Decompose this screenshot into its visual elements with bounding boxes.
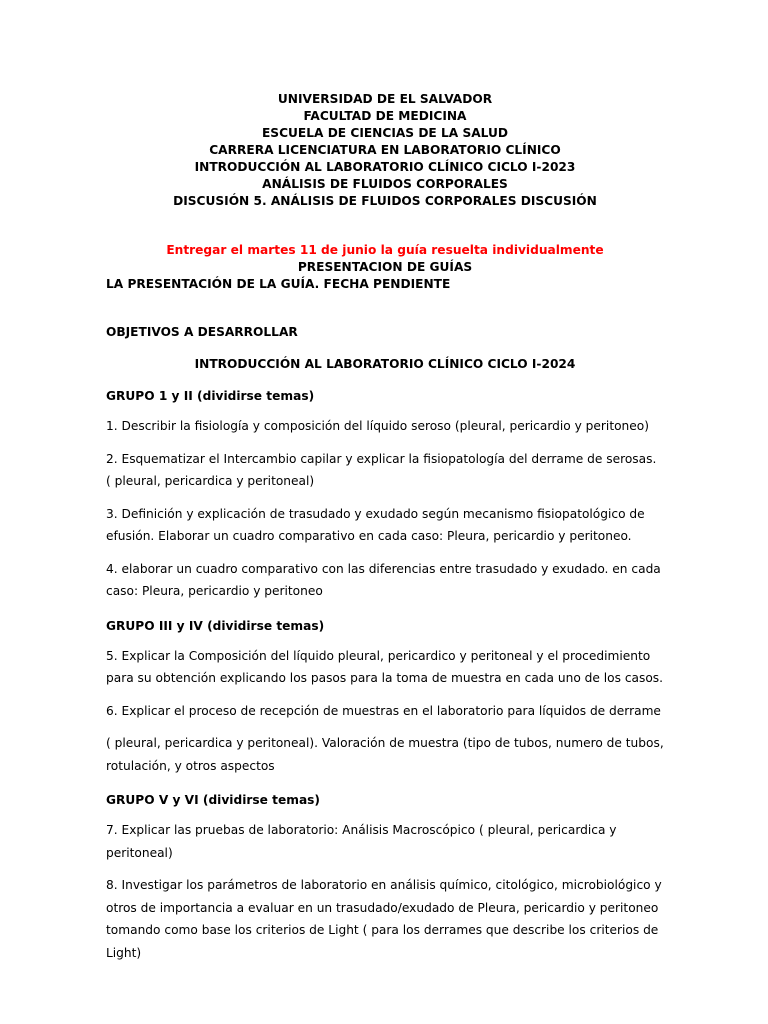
header-line-university: UNIVERSIDAD DE EL SALVADOR	[277, 92, 493, 106]
group-heading: GRUPO V y VI (dividirse temas)	[106, 793, 321, 807]
objectives-heading: OBJETIVOS A DESARROLLAR	[106, 325, 298, 339]
document-header	[106, 91, 664, 210]
list-item: 1. Describir la fisiología y composición del líquido seroso (pleural, pericardio y peritoneo)	[106, 419, 649, 433]
delivery-notice: Entregar el martes 11 de junio la guía resuelta individualmente	[166, 243, 604, 257]
group-heading: GRUPO 1 y II (dividirse temas)	[106, 389, 315, 403]
list-item: 7. Explicar las pruebas de laboratorio: Análisis Macroscópico ( pleural, pericardica y peritoneal)	[106, 823, 617, 860]
course-heading: INTRODUCCIÓN AL LABORATORIO CLÍNICO CICLO I-2024	[194, 357, 576, 371]
header-line-school: ESCUELA DE CIENCIAS DE LA SALUD	[261, 126, 508, 140]
header-line-career: CARRERA LICENCIATURA EN LABORATORIO CLÍNICO	[209, 143, 561, 157]
presentation-date: LA PRESENTACIÓN DE LA GUÍA. FECHA PENDIENTE	[106, 277, 451, 291]
list-item: 3. Definición y explicación de trasudado y exudado según mecanismo fisiopatológico de efusión. Elaborar un cuadro comparativo en cada caso: Pleura, pericardio y peritoneo.	[106, 506, 645, 543]
list-item: 4. elaborar un cuadro comparativo con las diferencias entre trasudado y exudado. en cada caso: Pleura, pericardio y peritoneo	[106, 561, 661, 598]
list-item: 8. Investigar los parámetros de laboratorio en análisis químico, citológico, microbiológico y otros de importancia a evaluar en un trasudado/exudado de Pleura, pericardio y peritoneo tomando como base los criterios de Light ( para los derrames que describe los criterios de Light)	[106, 878, 662, 960]
list-item: ( pleural, pericardica y peritoneal). Valoración de muestra (tipo de tubos, numero de tubos, rotulación, y otros aspectos	[106, 736, 664, 773]
header-line-faculty: FACULTAD DE MEDICINA	[303, 109, 467, 123]
list-item: 6. Explicar el proceso de recepción de muestras en el laboratorio para líquidos de derrame	[106, 703, 661, 718]
presentation-title: PRESENTACION DE GUÍAS	[297, 260, 473, 274]
list-item: 2. Esquematizar el Intercambio capilar y explicar la fisiopatología del derrame de serosas. ( pleural, pericardica y peritoneal)	[106, 451, 657, 488]
group-heading: GRUPO III y IV (dividirse temas)	[106, 618, 325, 633]
header-line-topic: ANÁLISIS DE FLUIDOS CORPORALES	[262, 177, 508, 191]
header-line-discussion: DISCUSIÓN 5. ANÁLISIS DE FLUIDOS CORPORALES DISCUSIÓN	[173, 194, 597, 208]
list-item: 5. Explicar la Composición del líquido pleural, pericardico y peritoneal y el procedimiento para su obtención explicando los pasos para la toma de muestra en cada uno de los casos.	[106, 648, 664, 685]
header-line-course: INTRODUCCIÓN AL LABORATORIO CLÍNICO CICLO I-2023	[194, 160, 576, 174]
